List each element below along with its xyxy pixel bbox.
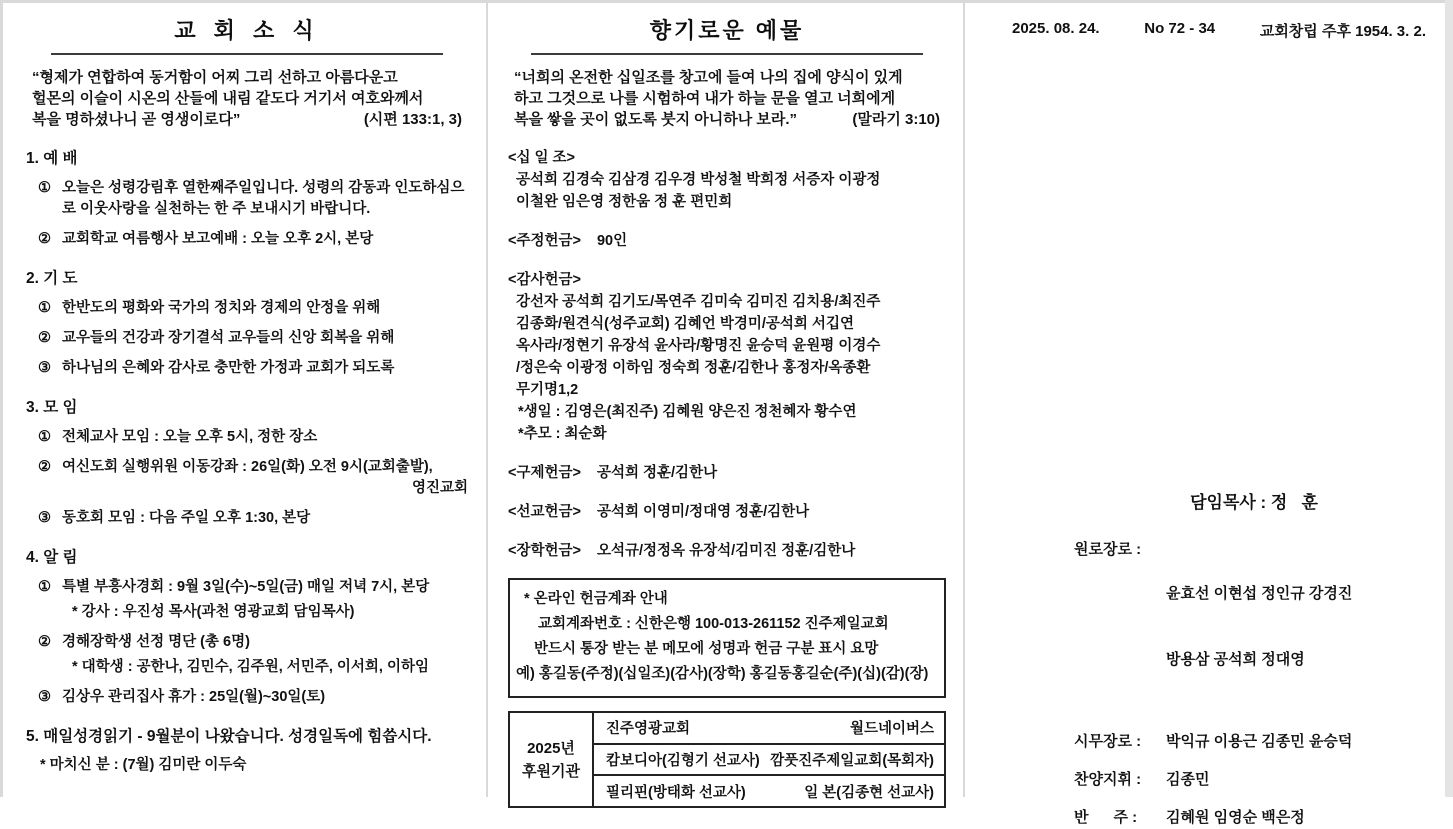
staff-names xyxy=(1166,539,1434,715)
church-news-title-underline xyxy=(51,14,443,55)
item-marker: ② xyxy=(38,634,51,650)
table-row xyxy=(594,776,944,806)
relief-offering-block xyxy=(508,462,946,484)
issue-number: No 72 - 34 xyxy=(1144,20,1216,37)
online-account-box xyxy=(508,578,946,698)
section-note: * 마치신 분 : (7월) 김미란 이두숙 xyxy=(40,757,247,773)
account-memo-line: 반드시 통장 받는 분 메모에 성명과 헌금 구분 표시 요망 xyxy=(534,641,879,657)
item-marker: ① xyxy=(38,579,51,595)
names-line: /정은숙 이광정 이하임 정숙희 정훈/김한나 홍정자/옥종환 xyxy=(516,360,871,376)
masthead-line xyxy=(986,10,1438,41)
church-news-title: 교 회 소 식 xyxy=(174,18,320,43)
item-marker: ① xyxy=(38,180,51,196)
account-number-line: 교회계좌번호 : 신한은행 100-013-261152 진주제일교회 xyxy=(538,616,889,632)
sponsor-left: 필리핀(방태화 선교사) xyxy=(606,784,746,801)
item-text-right: 영진교회 xyxy=(411,480,468,496)
section-heading: 3. 모 임 xyxy=(26,399,78,416)
names-line: 옥사라/정현기 유장석 윤사라/황명진 윤승덕 윤원평 이경수 xyxy=(516,338,881,354)
account-box-title: * 온라인 헌금계좌 안내 xyxy=(524,591,668,607)
offering-value: 90인 xyxy=(596,233,628,249)
staff-row-elders-emeritus xyxy=(1074,539,1434,715)
staff-names-line: 윤효선 이현섭 정인규 강경진 xyxy=(1166,585,1353,602)
staff-names: 김혜원 임영순 백은정 xyxy=(1166,809,1305,826)
staff-label: 원로장로 : xyxy=(1074,541,1146,558)
section-heading: 5. 매일성경읽기 - 9월분이 나왔습니다. 성경일독에 힘씁시다. xyxy=(26,728,432,745)
staff-row-choir-conductor xyxy=(1074,769,1434,791)
offering-label: <구제헌금> xyxy=(508,465,581,481)
item-marker: ② xyxy=(38,231,51,247)
verse-reference: (말라기 3:10) xyxy=(852,111,940,128)
offering-label: <십 일 조> xyxy=(508,150,576,166)
offerings-column xyxy=(508,14,946,808)
item-marker: ② xyxy=(38,459,51,475)
list-item xyxy=(26,632,468,678)
masthead-column xyxy=(986,10,1438,826)
sunday-offering-block xyxy=(508,230,946,252)
list-item xyxy=(26,328,468,349)
sponsor-header-label: 후원기관 xyxy=(522,762,580,780)
offering-label: <주정헌금> xyxy=(508,233,581,249)
item-text-main: 경해장학생 선정 명단 (총 6명) xyxy=(62,634,250,650)
account-example-line: 예) 홍길동(주정)(십일조)(감사)(장학) 홍길동홍길순(주)(십)(감)(장) xyxy=(516,666,929,682)
tithe-names xyxy=(508,169,946,213)
list-item xyxy=(26,687,468,708)
list-item xyxy=(26,298,468,319)
church-founded: 교회창립 주후 1954. 3. 2. xyxy=(1259,23,1426,40)
page-right-strip xyxy=(1445,0,1453,797)
item-subline: * 대학생 : 공한나, 김민수, 김주원, 서민주, 이서희, 이하임 xyxy=(72,659,429,675)
page-top-border xyxy=(0,0,1453,3)
sponsor-header-year: 2025년 xyxy=(527,739,575,757)
offering-value: 오석규/정정옥 유장석/김미진 정훈/김한나 xyxy=(596,543,856,559)
verse-line: “너희의 온전한 십일조를 창고에 들여 나의 집에 양식이 있게 xyxy=(514,69,903,86)
names-line: 무기명1,2 xyxy=(516,382,579,398)
verse-line: 헐몬의 이슬이 시온의 산들에 내림 같도다 거기서 여호와께서 xyxy=(32,90,424,107)
sponsor-right: 일 본(김종현 선교사) xyxy=(804,784,934,801)
verse-line: “형제가 연합하여 동거함이 어찌 그리 선하고 아름다운고 xyxy=(32,69,398,86)
staff-row-serving-elders xyxy=(1074,731,1434,753)
item-text: 한반도의 평화와 국가의 정치와 경제의 안정을 위해 xyxy=(62,300,381,316)
scholarship-offering-block xyxy=(508,540,946,562)
sponsor-left: 진주영광교회 xyxy=(606,721,691,738)
section-meetings xyxy=(26,397,468,529)
verse-reference: (시편 133:1, 3) xyxy=(363,111,462,128)
list-item xyxy=(26,508,468,529)
section-bible-reading xyxy=(26,726,468,776)
page-left-border xyxy=(0,0,3,797)
item-marker: ① xyxy=(38,429,51,445)
section-announcements xyxy=(26,547,468,708)
item-marker: ③ xyxy=(38,510,51,526)
list-item xyxy=(26,229,468,250)
thanksgiving-offering-block xyxy=(508,269,946,445)
sponsor-left: 캄보디아(김형기 선교사) xyxy=(606,753,760,769)
item-text: 전체교사 모임 : 오늘 오후 5시, 정한 장소 xyxy=(62,429,318,445)
sponsor-right: 월드네이버스 xyxy=(849,721,934,738)
table-row xyxy=(594,745,944,777)
item-text: 교우들의 건강과 장기결석 교우들의 신앙 회복을 위해 xyxy=(62,330,395,346)
staff-list xyxy=(1074,488,1434,829)
sponsor-table-header xyxy=(510,713,594,806)
offering-label: <감사헌금> xyxy=(508,272,581,288)
item-text-main: 특별 부흥사경회 : 9월 3일(수)~5일(금) 매일 저녁 7시, 본당 xyxy=(62,579,430,595)
verse-line: 복을 명하셨나니 곧 영생이로다” xyxy=(32,111,241,128)
section-heading: 2. 기 도 xyxy=(26,270,78,287)
staff-names: 박익규 이용근 김종민 윤승덕 xyxy=(1166,733,1353,750)
item-text-main: 여신도회 실행위원 이동강좌 : 26일(화) 오전 9시(교회출발), xyxy=(62,459,433,475)
offering-value: 공석희 정훈/김한나 xyxy=(596,465,718,481)
item-text xyxy=(62,577,468,623)
item-marker: ① xyxy=(38,300,51,316)
thanksgiving-names xyxy=(508,291,946,401)
verse-line: 하고 그것으로 나를 시험하여 내가 하늘 문을 열고 너희에게 xyxy=(514,90,896,107)
list-item xyxy=(26,457,468,499)
senior-pastor-line: 담임목사 : 정 훈 xyxy=(1190,493,1318,512)
names-line: 강선자 공석희 김기도/목연주 김미숙 김미진 김치용/최진주 xyxy=(516,294,881,310)
offerings-title: 향기로운 예물 xyxy=(649,18,805,43)
staff-row-accompanists xyxy=(1074,807,1434,829)
sponsor-rows xyxy=(594,713,944,806)
offering-label: <선교헌금> xyxy=(508,504,581,520)
tithe-block xyxy=(508,147,946,213)
verse-line: 복을 쌓을 곳이 없도록 붓지 아니하나 보라.” xyxy=(514,111,798,128)
issue-date: 2025. 08. 24. xyxy=(1012,20,1100,37)
item-text: 하나님의 은혜와 감사로 충만한 가정과 교회가 되도록 xyxy=(62,360,395,376)
malachi-verse xyxy=(508,67,946,130)
section-heading: 4. 알 림 xyxy=(26,549,78,566)
mission-offering-block xyxy=(508,501,946,523)
names-line: 김종화/원견식(성주교회) 김혜언 박경미/공석희 서깁연 xyxy=(516,316,854,332)
staff-names: 김종민 xyxy=(1166,771,1210,788)
item-text xyxy=(62,632,468,678)
item-marker: ③ xyxy=(38,360,51,376)
staff-label: 반 주 : xyxy=(1074,809,1142,826)
item-marker: ③ xyxy=(38,689,51,705)
names-line: 이철완 임은영 정한움 정 훈 편민희 xyxy=(516,194,733,210)
item-text: 오늘은 성령강림후 열한째주일입니다. 성령의 감동과 인도하심으로 이웃사랑을 실천하는 한 주 보내시기 바랍니다. xyxy=(62,180,465,217)
church-news-column xyxy=(26,14,468,776)
sponsor-right: 깜풋진주제일교회(목회자) xyxy=(770,753,934,769)
section-heading: 1. 예 배 xyxy=(26,150,78,167)
staff-label: 시무장로 : xyxy=(1074,733,1146,750)
section-worship xyxy=(26,148,468,250)
list-item xyxy=(26,427,468,448)
psalm-verse xyxy=(26,67,468,130)
section-prayer xyxy=(26,268,468,379)
item-text xyxy=(62,457,468,499)
list-item xyxy=(26,178,468,220)
item-text: 김상우 관리집사 휴가 : 25일(월)~30일(토) xyxy=(62,689,326,705)
sponsor-table xyxy=(508,711,946,808)
list-item xyxy=(26,577,468,623)
offering-label: <장학헌금> xyxy=(508,543,581,559)
staff-label: 찬양지휘 : xyxy=(1074,771,1146,788)
item-marker: ② xyxy=(38,330,51,346)
item-subline: * 강사 : 우진성 목사(과천 영광교회 담임목사) xyxy=(72,604,355,620)
memorial-note: *추모 : 최순화 xyxy=(518,426,607,442)
item-text: 동호회 모임 : 다음 주일 오후 1:30, 본당 xyxy=(62,510,311,526)
column-divider-1 xyxy=(486,0,488,797)
column-divider-2 xyxy=(963,0,965,797)
birthday-note: *생일 : 김영은(최진주) 김혜원 양은진 정천혜자 황수연 xyxy=(518,404,857,420)
item-text: 교회학교 여름행사 보고예배 : 오늘 오후 2시, 본당 xyxy=(62,231,374,247)
offering-value: 공석희 이영미/정대영 정훈/김한나 xyxy=(596,504,810,520)
table-row xyxy=(594,713,944,745)
list-item xyxy=(26,358,468,379)
names-line: 공석희 김경숙 김삼경 김우경 박성철 박희정 서증자 이광정 xyxy=(516,172,881,188)
staff-names-line: 방용삼 공석희 정대영 xyxy=(1166,651,1305,668)
offerings-title-underline xyxy=(531,14,923,55)
